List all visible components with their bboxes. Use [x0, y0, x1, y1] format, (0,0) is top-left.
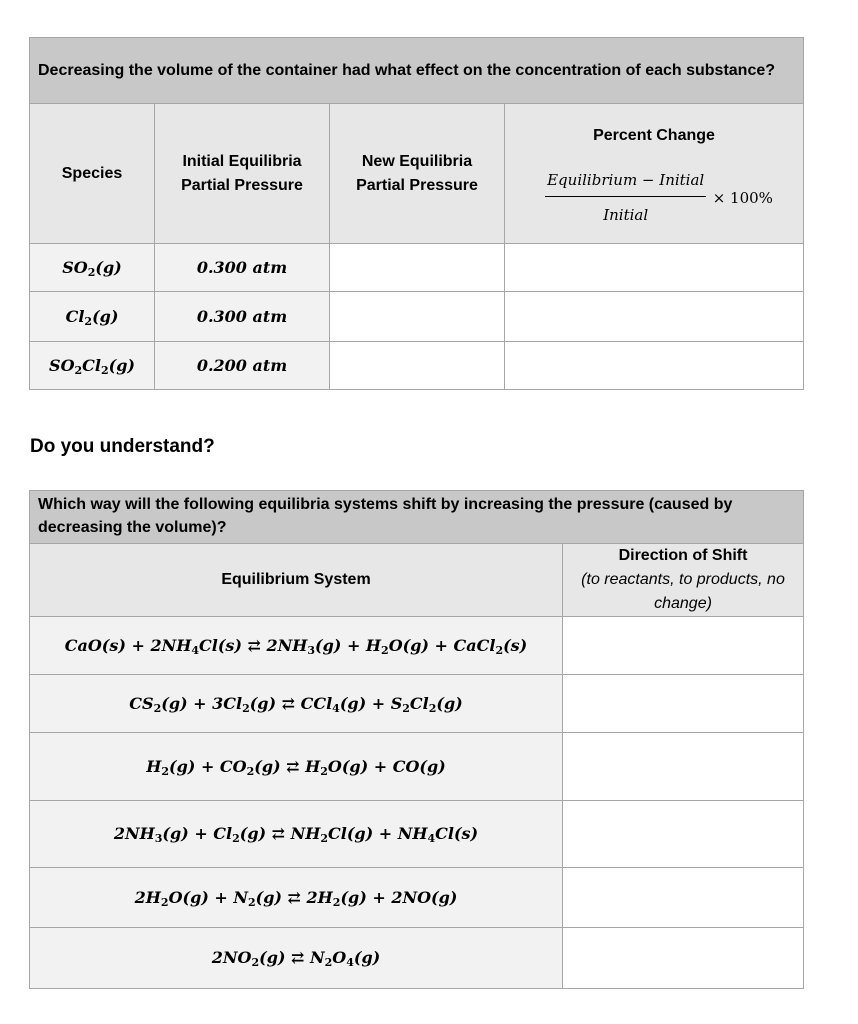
- initial-cl2: 0.300 atm: [155, 292, 330, 342]
- equation-row-6: [30, 928, 563, 989]
- percent-change-header: [505, 104, 804, 244]
- equilibrium-system-header: Equilibrium System: [30, 544, 563, 617]
- initial-pressure-header: [155, 104, 330, 244]
- percent-change-formula: [545, 168, 706, 227]
- initial-header-line2: Partial Pressure: [181, 176, 303, 194]
- species-so2: $SO_2(g)$: [30, 244, 155, 292]
- equation-row-3: [30, 733, 563, 801]
- equation-row-2: [30, 675, 563, 733]
- direction-subtitle: (to reactants, to products, no change): [581, 571, 785, 612]
- formula-multiplier: × 100%: [712, 188, 773, 207]
- new-pressure-header: [330, 104, 505, 244]
- table1-question: Decreasing the volume of the container had what effect on the concentration of each substance?: [30, 38, 804, 104]
- initial-so2: 0.300 atm: [155, 244, 330, 292]
- equation-row-1: [30, 617, 563, 675]
- direction-input-3[interactable]: [563, 733, 804, 801]
- equation-row-4: [30, 801, 563, 868]
- formula-numerator: Equilibrium − Initial: [545, 168, 706, 197]
- percent-change-title: Percent Change: [593, 127, 715, 144]
- equation-row-5: [30, 868, 563, 928]
- equation-5: $2H_2O(g) + N_2(g)$ ⇄ $2H_2(g) + 2NO(g)$: [134, 887, 458, 909]
- percent-cl2-input[interactable]: [505, 292, 804, 342]
- percent-so2-input[interactable]: [505, 244, 804, 292]
- species-cl2: $Cl_2(g)$: [30, 292, 155, 342]
- table2-question: Which way will the following equilibria systems shift by increasing the pressure (caused by decreasing the volume)?: [30, 491, 804, 544]
- direction-of-shift-header: [563, 544, 804, 617]
- equation-3: $H_2(g) + CO_2(g)$ ⇄ $H_2O(g) + CO(g)$: [146, 756, 446, 778]
- equilibrium-shift-table: [29, 490, 804, 989]
- volume-effect-table: [29, 37, 804, 390]
- new-so2cl2-input[interactable]: [330, 342, 505, 390]
- new-so2-input[interactable]: [330, 244, 505, 292]
- percent-so2cl2-input[interactable]: [505, 342, 804, 390]
- direction-input-2[interactable]: [563, 675, 804, 733]
- direction-title: Direction of Shift: [618, 547, 748, 564]
- formula-denominator: Initial: [603, 206, 649, 224]
- direction-input-6[interactable]: [563, 928, 804, 989]
- new-header-line2: Partial Pressure: [356, 176, 478, 194]
- direction-input-1[interactable]: [563, 617, 804, 675]
- initial-so2cl2: 0.200 atm: [155, 342, 330, 390]
- direction-input-4[interactable]: [563, 801, 804, 868]
- equation-2: $CS_2(g) + 3Cl_2(g)$ ⇄ $CCl_4(g) + S_2Cl_2(g)$: [129, 693, 463, 715]
- equation-1: $CaO(s) + 2NH_4Cl(s)$ ⇄ $2NH_3(g) + H_2O(g)$ + CaCl$_2$(s): [64, 635, 528, 657]
- species-header: Species: [30, 104, 155, 244]
- new-cl2-input[interactable]: [330, 292, 505, 342]
- equation-4: $2NH_3(g) + Cl_2(g)$ ⇄ $NH_2Cl(g) + NH_4Cl(s)$: [113, 824, 479, 845]
- section-heading: Do you understand?: [30, 436, 215, 457]
- species-so2cl2: $SO_2Cl_2(g)$: [30, 342, 155, 390]
- new-header-line1: New Equilibria: [361, 152, 473, 170]
- direction-input-5[interactable]: [563, 868, 804, 928]
- equation-6: $2NO_2(g)$ ⇄ $N_2O_4(g)$: [211, 948, 381, 969]
- initial-header-line1: Initial Equilibria: [182, 152, 302, 170]
